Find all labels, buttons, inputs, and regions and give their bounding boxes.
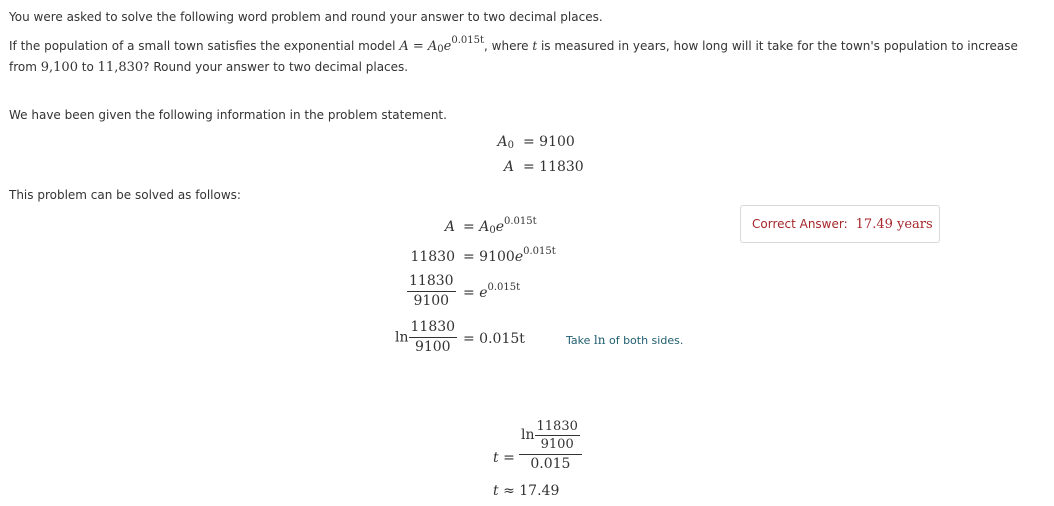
final-ln: ln: [521, 427, 535, 443]
step4-numerator: 11830: [409, 319, 458, 338]
given-intro: We have been given the following information in the problem statement.: [9, 108, 447, 122]
step4-rhs: = 0.015t: [463, 331, 525, 347]
given-a-rhs: = 11830: [523, 159, 584, 175]
final-inner-denominator: 9100: [540, 437, 574, 452]
problem-line-1: [9, 35, 1018, 55]
step4-ln: ln: [395, 329, 409, 346]
model-base: A: [427, 39, 438, 54]
problem-var: t: [532, 39, 538, 53]
correct-answer-box: [740, 205, 940, 243]
final-numerator: [519, 419, 582, 455]
model-sub: 0: [437, 44, 444, 55]
step4-denominator: 9100: [414, 339, 451, 355]
final-t-lhs: t =: [493, 450, 515, 466]
step4-lhs: [395, 319, 457, 356]
model-e: e: [443, 39, 452, 54]
step3-fraction: [407, 273, 456, 310]
final-denominator: 0.015: [530, 456, 571, 472]
final-inner-numerator: 11830: [536, 419, 578, 434]
final-fraction: [519, 419, 582, 473]
hint-text: Take ln of both sides.: [566, 333, 684, 347]
problem-lead: If the population of a small town satisfies the exponential model: [9, 39, 400, 53]
to-value: 11,830: [97, 60, 144, 75]
model-eq: =: [408, 39, 428, 54]
problem-line-2: [9, 60, 408, 75]
problem-line2-a: from: [9, 60, 41, 74]
step3-denominator: 9100: [413, 293, 450, 309]
answer-label: Correct Answer:: [752, 217, 848, 231]
problem-mid: , where: [484, 39, 533, 53]
model-lhs: A: [399, 39, 409, 54]
answer-value: 17.49 years: [855, 216, 933, 232]
step2-lhs: 11830: [410, 249, 455, 265]
from-value: 9,100: [40, 60, 78, 75]
step3-numerator: 11830: [407, 273, 456, 292]
step1-lhs: A: [444, 219, 455, 235]
given-a0-lhs: $A_0$: [497, 134, 514, 151]
final-approx: t ≈ 17.49: [493, 483, 560, 499]
problem-line2-b: to: [77, 60, 98, 74]
problem-line2-c: ? Round your answer to two decimal places.: [143, 60, 409, 74]
step2-rhs: = $9100e^{0.015t}$: [463, 246, 556, 265]
step1-rhs: = $A_0e^{0.015t}$: [463, 216, 537, 236]
step3-rhs: = $e^{0.015t}$: [463, 282, 521, 301]
given-a0-rhs: = 9100: [523, 134, 575, 150]
given-a-lhs: A: [503, 159, 514, 175]
model-exp: 0.015t: [451, 35, 485, 46]
solve-intro: This problem can be solved as follows:: [9, 188, 241, 202]
intro-text: You were asked to solve the following word problem and round your answer to two decimal places.: [9, 10, 603, 24]
problem-tail: is measured in years, how long will it take for the town's population to increase: [537, 39, 1018, 53]
